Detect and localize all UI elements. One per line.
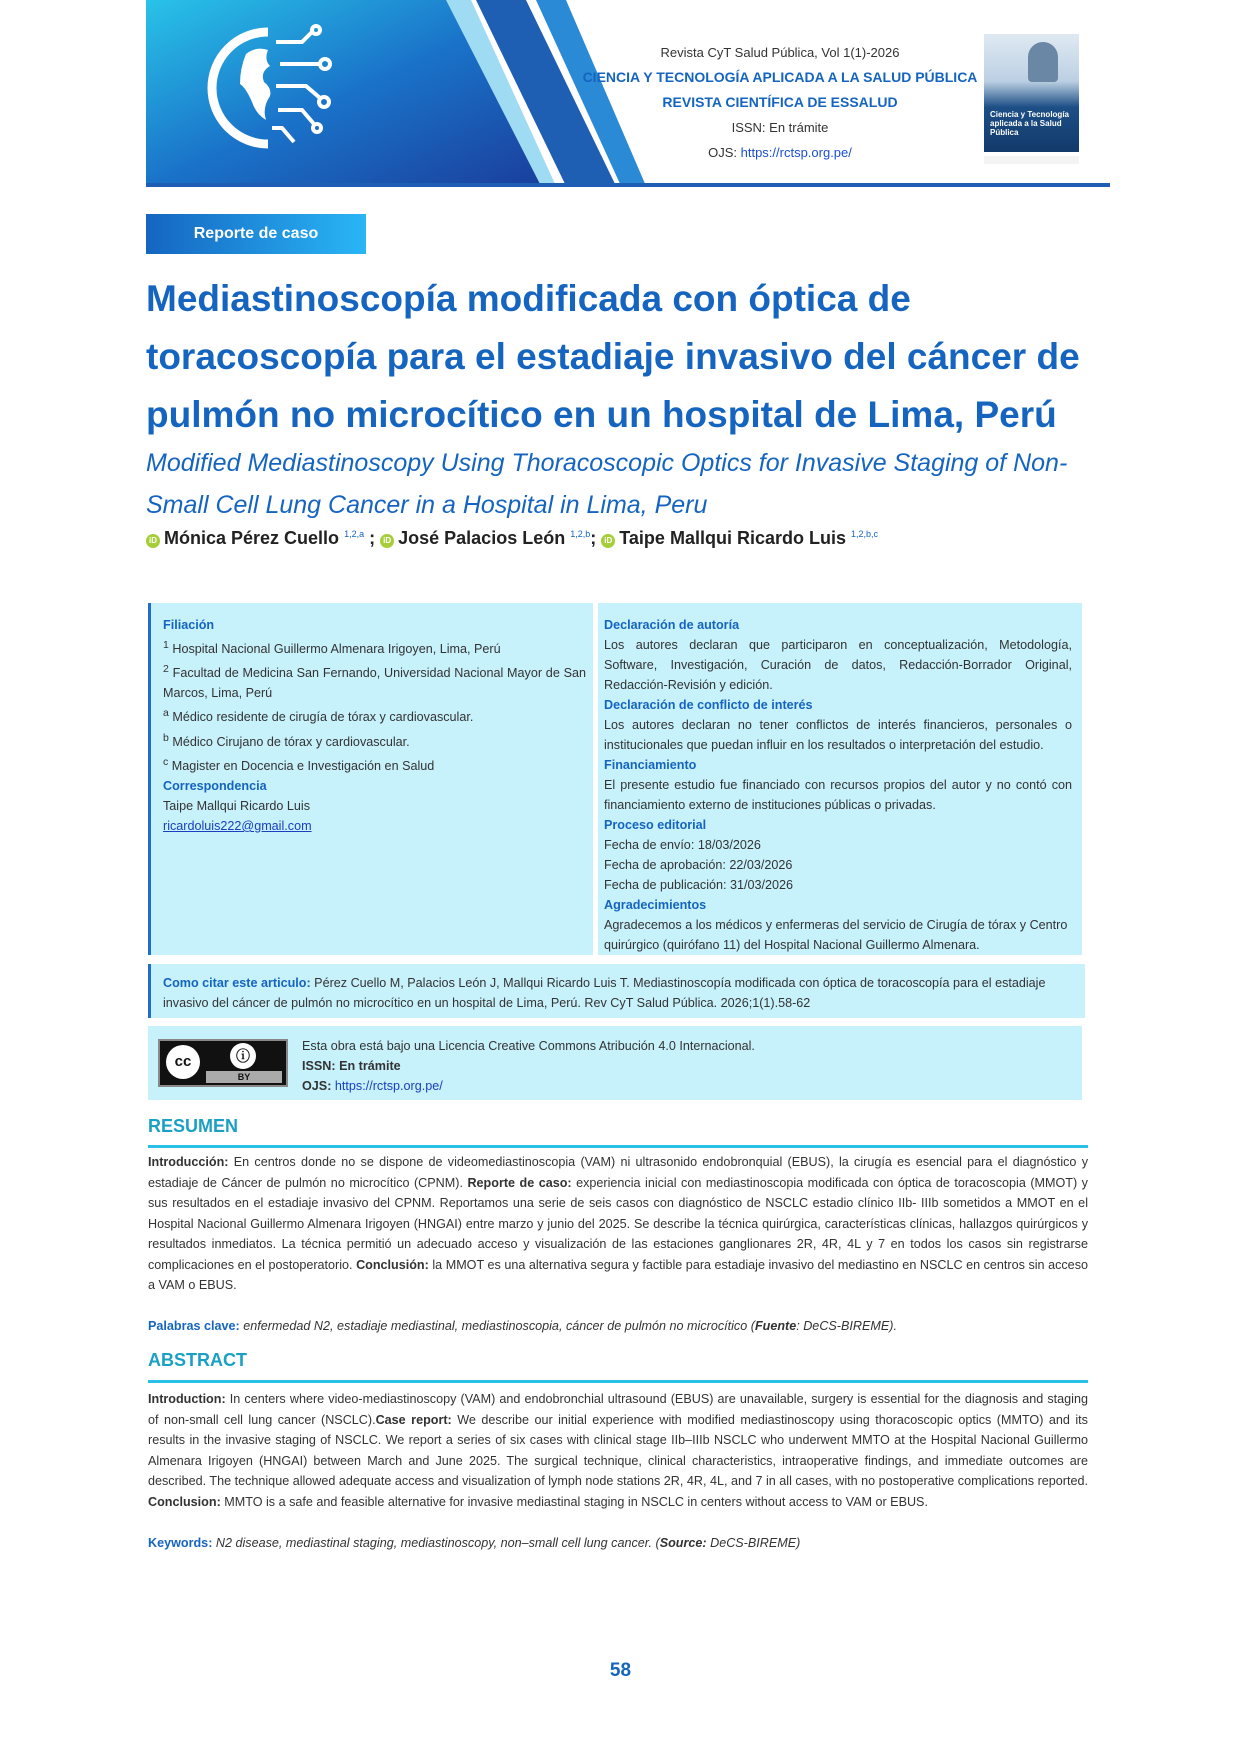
correspondence-name: Taipe Mallqui Ricardo Luis bbox=[163, 798, 310, 813]
affil-sup: c bbox=[163, 755, 169, 768]
keywords-label: Palabras clave: bbox=[148, 1319, 240, 1333]
keywords-text: enfermedad N2, estadiaje mediastinal, mediastinoscopia, cáncer de pulmón no microcítico ( bbox=[239, 1319, 755, 1333]
affiliation-item bbox=[163, 752, 586, 776]
resumen-intro-text: En centros donde no se dispone de videomediastinoscopia (VAM) ni ultrasonido endobronquial (EBUS), la cirugía es esencial para el diagnóstico y estadiaje de Cáncer de pulmón no microcítico (CPNM). bbox=[148, 1155, 1088, 1190]
abstract-case-text: We describe our initial experience with modified mediastinoscopy using thoracoscopic optics (MMTO) and its results in the invasive staging of NSCLC. We report a series of six cases with clinical stage IIb–IIIb NSCLC who underwent MMTO at the Hospital Nacional Guillermo Almenara Irigoyen (HNGAI) between March and June 2025. The surgical technique, clinical characteristics, intraoperative findings, and immediate outcomes are described. The technique allowed adequate access and visualization of lymph node stations 2R, 4R, 4L, and 7 in all cases, with no postoperative complications reported. bbox=[148, 1412, 1088, 1488]
correspondence-heading: Correspondencia bbox=[163, 778, 267, 793]
journal-name: CIENCIA Y TECNOLOGÍA APLICADA A LA SALUD PÚBLICA bbox=[582, 69, 978, 85]
funding-heading: Financiamiento bbox=[604, 758, 697, 772]
license-box bbox=[148, 1026, 1082, 1100]
person-icon: ⓘ bbox=[230, 1043, 256, 1069]
abstract-conclusion-text: MMTO is a safe and feasible alternative for invasive mediastinal staging in NSCLC in centers without access to VAM or EBUS. bbox=[220, 1494, 928, 1509]
abstract-case-label: Case report: bbox=[375, 1412, 452, 1427]
citation-label: Como citar este articulo: bbox=[163, 976, 311, 990]
article-type-badge: Reporte de caso bbox=[146, 214, 366, 254]
abstract-intro-label: Introduction: bbox=[148, 1392, 226, 1406]
header-rule bbox=[146, 183, 1110, 187]
globe-circuit-icon bbox=[206, 24, 346, 154]
resumen-case-label: Reporte de caso: bbox=[467, 1175, 572, 1190]
orcid-icon[interactable]: iD bbox=[380, 534, 394, 548]
author-affil: 1,2,b,c bbox=[850, 529, 879, 539]
editorial-heading: Proceso editorial bbox=[604, 818, 707, 832]
abstract-conclusion-label: Conclusion: bbox=[148, 1494, 221, 1509]
resumen-case-text: experiencia inicial con mediastinoscopia modificada con óptica de toracoscopia (MMOT) y sus resultados en el estadiaje invasivo del CPNM. Reportamos una serie de seis casos con diagnóstico de NSCLC estadio clínico IIb- IIIb sometidos a MMOT en el Hospital Nacional Guillermo Almenara Irigoyen (HNGAI) entre marzo y junio del 2025. Se describe la técnica quirúrgica, características clínicas, hallazgos quirúrgicos y resultados inmediatos. La técnica permitió un adecuado acceso y visualización de las estaciones ganglionares 2R, 4R, 4L y 7 en todos los casos sin registrarse complicaciones en el postoperatorio. bbox=[148, 1175, 1088, 1272]
affiliation-heading: Filiación bbox=[163, 618, 215, 632]
abstract-intro-text: In centers where video-mediastinoscopy (VAM) and endobronchial ultrasound (EBUS) are unavailable, surgery is essential for the diagnosis and staging of non-small cell lung cancer (NSCLC). bbox=[148, 1392, 1088, 1427]
article-info-box bbox=[148, 603, 1082, 955]
correspondence-email[interactable]: ricardoluis222@gmail.com bbox=[163, 818, 312, 833]
keywords-text: N2 disease, mediastinal staging, mediastinoscopy, non–small cell lung cancer. ( bbox=[212, 1536, 660, 1550]
author-affil: 1,2,a bbox=[344, 529, 365, 539]
affiliation-item bbox=[163, 728, 586, 752]
license-ojs-link[interactable]: https://rctsp.org.pe/ bbox=[334, 1079, 443, 1093]
affiliation-item bbox=[163, 635, 586, 659]
author-list bbox=[146, 528, 1106, 549]
author-separator: ; bbox=[369, 528, 376, 548]
cc-badge-text: BY bbox=[206, 1071, 282, 1083]
cover-title: Ciencia y Tecnología aplicada a la Salud Pública bbox=[990, 110, 1069, 137]
author-affil: 1,2,b bbox=[570, 529, 591, 539]
journal-info bbox=[530, 40, 1030, 165]
affiliation-item bbox=[163, 659, 586, 703]
affil-text: Magister en Docencia e Investigación en Salud bbox=[171, 758, 435, 773]
resumen-rule bbox=[148, 1145, 1088, 1148]
journal-issn: ISSN: En trámite bbox=[731, 120, 829, 135]
license-issn: ISSN: En trámite bbox=[302, 1059, 401, 1073]
keywords-source-label: Source: bbox=[659, 1536, 707, 1550]
ack-heading: Agradecimientos bbox=[604, 898, 707, 912]
journal-cover bbox=[984, 34, 1079, 152]
title-spanish: Mediastinoscopía modificada con óptica de toracoscopía para el estadiaje invasivo del cáncer de pulmón no microcítico en un hospital de Lima, Perú bbox=[146, 278, 1080, 435]
keywords-source-text: DeCS-BIREME) bbox=[706, 1536, 801, 1550]
resumen-keywords bbox=[148, 1316, 1088, 1336]
citation-text: Pérez Cuello M, Palacios León J, Mallqui Ricardo Luis T. Mediastinoscopía modificada con óptica de toracoscopía para el estadiaje invasivo del cáncer de pulmón no microcítico en un hospital de Lima, Perú. Rev CyT Salud Pública. 2026;1(1).58-62 bbox=[163, 976, 1046, 1010]
abstract-heading: ABSTRACT bbox=[148, 1350, 247, 1370]
affil-text: Médico residente de cirugía de tórax y cardiovascular. bbox=[172, 710, 474, 725]
cover-photo bbox=[1028, 42, 1058, 82]
abstract-rule bbox=[148, 1380, 1088, 1383]
affil-sup: 1 bbox=[163, 639, 169, 651]
affil-text: Facultad de Medicina San Fernando, Universidad Nacional Mayor de San Marcos, Lima, Perú bbox=[163, 666, 586, 701]
affil-sup: b bbox=[163, 731, 169, 744]
affiliation-item bbox=[163, 703, 586, 727]
conflict-text: Los autores declaran no tener conflictos de interés financieros, personales o institucionales que puedan influir en los resultados o interpretación del estudio. bbox=[604, 718, 1072, 752]
journal-ojs bbox=[530, 140, 1030, 165]
affil-text: Hospital Nacional Guillermo Almenara Irigoyen, Lima, Perú bbox=[172, 642, 501, 657]
abstract-text bbox=[148, 1389, 1088, 1512]
cover-footer-bar bbox=[984, 156, 1079, 164]
author bbox=[146, 528, 380, 548]
license-text: Esta obra está bajo una Licencia Creative Commons Atribución 4.0 Internacional. bbox=[302, 1039, 755, 1053]
license-ojs-label: OJS: bbox=[302, 1079, 332, 1093]
author-separator: ; bbox=[590, 528, 597, 548]
resumen-conclusion-text: la MMOT es una alternativa segura y factible para estadiaje invasivo del mediastino en NSCLC en centros sin acceso a VAM o EBUS. bbox=[148, 1257, 1088, 1292]
page-number: 58 bbox=[609, 1660, 632, 1681]
cc-icon: cc bbox=[166, 1045, 200, 1079]
conflict-heading: Declaración de conflicto de interés bbox=[604, 698, 813, 712]
editorial-date: Fecha de aprobación: 22/03/2026 bbox=[604, 858, 793, 872]
resumen-conclusion-label: Conclusión: bbox=[356, 1257, 429, 1272]
keywords-label: Keywords: bbox=[148, 1536, 213, 1550]
journal-subtitle: REVISTA CIENTÍFICA DE ESSALUD bbox=[662, 94, 898, 110]
editorial-date: Fecha de publicación: 31/03/2026 bbox=[604, 878, 794, 892]
ojs-link[interactable]: https://rctsp.org.pe/ bbox=[740, 145, 852, 160]
keywords-source-label: Fuente bbox=[754, 1319, 797, 1333]
resumen-text bbox=[148, 1152, 1088, 1296]
author-name: José Palacios León bbox=[398, 528, 566, 548]
author bbox=[601, 528, 878, 548]
keywords-source-text: : DeCS-BIREME). bbox=[796, 1319, 897, 1333]
ack-text: Agradecemos a los médicos y enfermeras del servicio de Cirugía de tórax y Centro quirúrgico (quirófano 11) del Hospital Nacional Guillermo Almenara. bbox=[604, 918, 1068, 952]
orcid-icon[interactable]: iD bbox=[146, 534, 160, 548]
declarations-column bbox=[598, 603, 1082, 955]
authorship-heading: Declaración de autoría bbox=[604, 618, 740, 632]
journal-volume: Revista CyT Salud Pública, Vol 1(1)-2026 bbox=[660, 45, 900, 60]
abstract-keywords bbox=[148, 1533, 1088, 1553]
resumen-intro-label: Introducción: bbox=[148, 1155, 229, 1169]
author-name: Mónica Pérez Cuello bbox=[164, 528, 340, 548]
affil-text: Médico Cirujano de tórax y cardiovascular. bbox=[172, 734, 410, 749]
creative-commons-by-icon[interactable] bbox=[158, 1039, 288, 1087]
author bbox=[380, 528, 601, 548]
resumen-heading: RESUMEN bbox=[148, 1116, 239, 1136]
affil-sup: a bbox=[163, 707, 169, 720]
ojs-label: OJS: bbox=[708, 145, 741, 160]
editorial-date: Fecha de envío: 18/03/2026 bbox=[604, 838, 761, 852]
citation-box bbox=[148, 964, 1085, 1018]
author-name: Taipe Mallqui Ricardo Luis bbox=[619, 528, 846, 548]
funding-text: El presente estudio fue financiado con recursos propios del autor y no contó con financiamiento externo de instituciones públicas o privadas. bbox=[604, 778, 1072, 812]
affiliation-column bbox=[148, 603, 596, 955]
affil-sup: 2 bbox=[163, 663, 169, 676]
authorship-text: Los autores declaran que participaron en conceptualización, Metodología, Software, Investigación, Curación de datos, Redacción-Borrador Original, Redacción-Revisión y edición. bbox=[604, 638, 1072, 692]
title-english: Modified Mediastinoscopy Using Thoracoscopic Optics for Invasive Staging of Non-Small Cell Lung Cancer in a Hospital in Lima, Peru bbox=[146, 449, 1068, 519]
orcid-icon[interactable]: iD bbox=[601, 534, 615, 548]
